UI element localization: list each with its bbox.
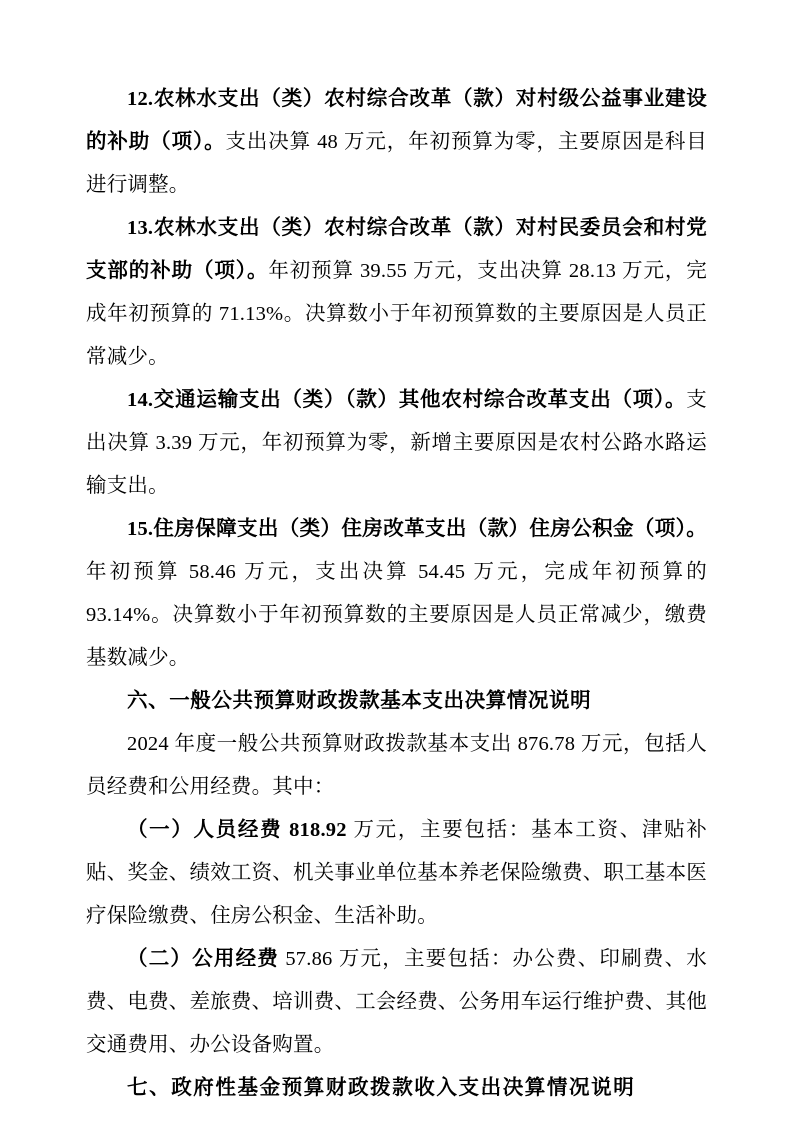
subsection-one xyxy=(86,809,707,938)
paragraph-text: 支出决算 3.39 万元，年初预算为零，新增主要原因是农村公路水路运输支出。 xyxy=(86,389,707,497)
paragraph-item-12 xyxy=(86,78,707,207)
paragraph-item-15 xyxy=(86,508,707,680)
paragraph-text: 年初预算 39.55 万元，支出决算 28.13 万元，完成年初预算的 71.13%。决算数小于年初预算数的主要原因是人员正常减少。 xyxy=(86,260,707,368)
section-six-heading: 六、一般公共预算财政拨款基本支出决算情况说明 xyxy=(127,690,592,712)
subsection-two-lead: （二）公用经费 xyxy=(127,948,280,970)
paragraph-lead: 14.交通运输支出（类）（款）其他农村综合改革支出（项）。 xyxy=(127,389,687,411)
paragraph-lead: 12.农林水支出（类）农村综合改革（款）对村级公益事业建设的补助（项）。 xyxy=(86,88,707,153)
subsection-one-text: 万元，主要包括：基本工资、津贴补贴、奖金、绩效工资、机关事业单位基本养老保险缴费、职工基本医疗保险缴费、住房公积金、生活补助。 xyxy=(86,819,707,927)
paragraph-lead: 13.农林水支出（类）农村综合改革（款）对村民委员会和村党支部的补助（项）。 xyxy=(86,217,707,282)
section-six-intro: 2024 年度一般公共预算财政拨款基本支出 876.78 万元，包括人员经费和公用经费。其中： xyxy=(86,733,707,798)
paragraph-text: 年初预算 58.46 万元，支出决算 54.45 万元，完成年初预算的 93.14%。决算数小于年初预算数的主要原因是人员正常减少，缴费基数减少。 xyxy=(86,561,707,669)
section-seven-heading: 七、政府性基金预算财政拨款收入支出决算情况说明 xyxy=(127,1077,636,1099)
document-body xyxy=(86,78,707,1110)
subsection-two xyxy=(86,938,707,1067)
subsection-two-text: 57.86 万元，主要包括：办公费、印刷费、水费、电费、差旅费、培训费、工会经费、公务用车运行维护费、其他交通费用、办公设备购置。 xyxy=(86,948,707,1056)
paragraph-text: 支出决算 48 万元，年初预算为零，主要原因是科目进行调整。 xyxy=(86,131,707,196)
paragraph-item-14 xyxy=(86,379,707,508)
paragraph-item-13 xyxy=(86,207,707,379)
subsection-one-lead: （一）人员经费 818.92 xyxy=(127,819,347,841)
paragraph-lead: 15.住房保障支出（类）住房改革支出（款）住房公积金（项）。 xyxy=(127,518,707,540)
